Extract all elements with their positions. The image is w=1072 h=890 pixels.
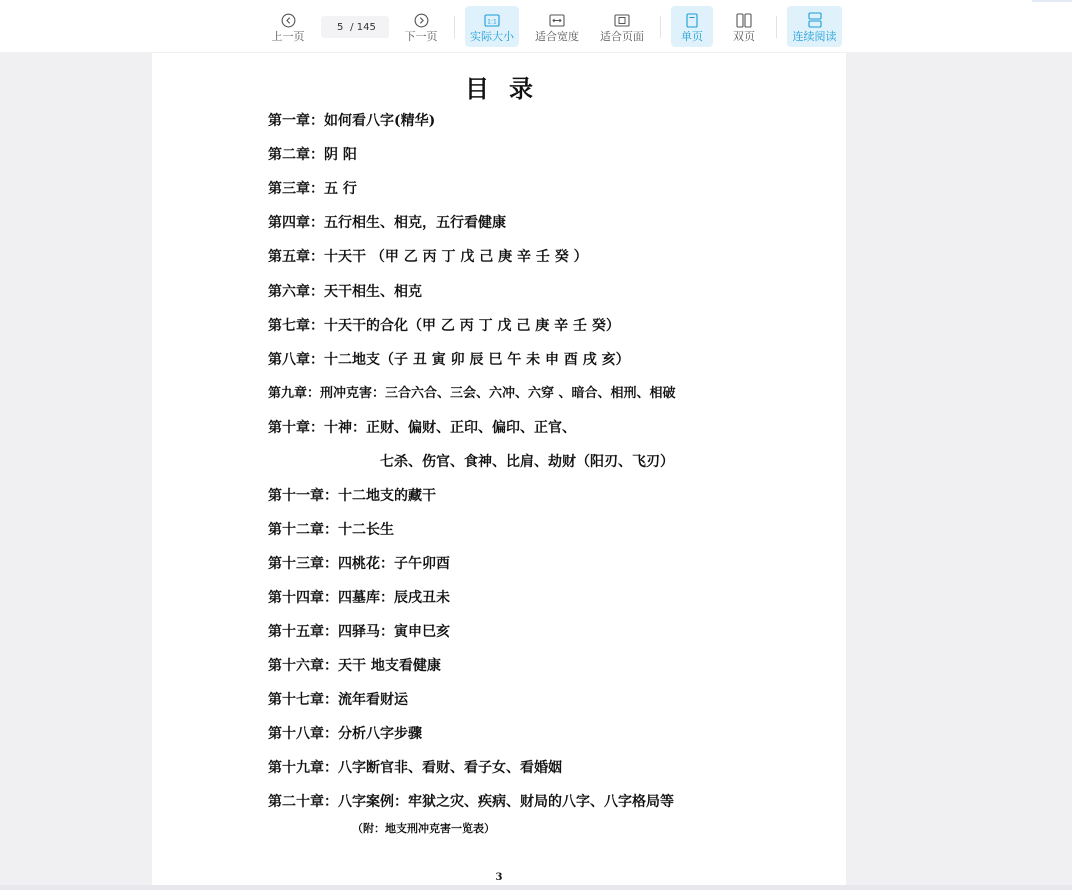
- toc-text: 十天干 （甲 乙 丙 丁 戊 己 庚 辛 壬 癸 ）: [324, 249, 588, 265]
- toc-text: 四墓库：辰戌丑未: [338, 590, 450, 606]
- toc-text: 四驿马：寅申巳亥: [338, 624, 450, 640]
- toc-text: 十二地支的藏干: [338, 488, 436, 504]
- toc-text: 阴 阳: [324, 147, 357, 163]
- toc-chapter: 第十四章：: [268, 590, 338, 606]
- toc-entry-1: [268, 112, 435, 130]
- prev-page-label: 上一页: [271, 30, 305, 43]
- toc-entry-15: [268, 623, 450, 641]
- toc-chapter: 第十三章：: [268, 556, 338, 572]
- toc-entry-16: [268, 657, 441, 675]
- toc-entry-7: [268, 317, 620, 335]
- toc-entry-8: [268, 351, 630, 369]
- toc-entry-3: [268, 180, 357, 198]
- toc-chapter: 第三章：: [268, 181, 324, 197]
- prev-page-button[interactable]: [266, 6, 310, 47]
- continuous-scroll-icon: [807, 12, 823, 28]
- actual-size-button[interactable]: [465, 6, 519, 47]
- svg-text:1:1: 1:1: [487, 17, 497, 25]
- toc-entry-13: [268, 555, 450, 573]
- fit-page-button[interactable]: [595, 6, 649, 47]
- toc-text: 五 行: [324, 181, 357, 197]
- toc-text: 天干相生、相克: [324, 284, 422, 300]
- actual-size-label: 实际大小: [470, 30, 514, 43]
- document-page: [152, 53, 846, 890]
- toc-chapter: 第九章：: [268, 386, 321, 401]
- toc-text: 四桃花：子午卯酉: [338, 556, 450, 572]
- fit-page-label: 适合页面: [600, 30, 644, 43]
- toc-entry-18: [268, 725, 422, 743]
- toc-entry-5: [268, 248, 588, 266]
- chevron-right-circle-icon: [413, 12, 429, 28]
- toc-chapter: 第十七章：: [268, 692, 338, 708]
- toc-chapter: 第七章：: [268, 318, 324, 334]
- toc-entry-12: [268, 521, 394, 539]
- toc-entry-6: [268, 283, 422, 301]
- toc-entry-11: [268, 487, 436, 505]
- appendix-note: （附：地支刑冲克害一览表）: [352, 822, 495, 835]
- toc-chapter: 第十章：: [268, 420, 324, 436]
- toc-text: 十神：正财、偏财、正印、偏印、正官、: [324, 420, 576, 436]
- continuous-reading-label: 连续阅读: [792, 30, 837, 43]
- toc-chapter: 第二章：: [268, 147, 324, 163]
- toc-entry-14: [268, 589, 450, 607]
- next-page-button[interactable]: [399, 6, 443, 47]
- toc-text: 流年看财运: [338, 692, 408, 708]
- toc-chapter: 第六章：: [268, 284, 324, 300]
- toc-entry-4: [268, 214, 506, 232]
- toc-entry-19: [268, 759, 562, 777]
- toolbar-divider: [776, 16, 777, 38]
- double-page-icon: [736, 12, 752, 28]
- toc-entry-17: [268, 691, 408, 709]
- toc-chapter: 第十一章：: [268, 488, 338, 504]
- toolbar-divider: [454, 16, 455, 38]
- toc-chapter: 第二十章：: [268, 794, 338, 810]
- toc-entry-2: [268, 146, 357, 164]
- actual-size-icon: [484, 12, 500, 28]
- toc-text: 天干 地支看健康: [338, 658, 441, 674]
- toc-text: 五行相生、相克，五行看健康: [324, 215, 506, 231]
- chevron-left-circle-icon: [280, 12, 296, 28]
- toc-text: 八字案例：牢狱之灾、疾病、财局的八字、八字格局等: [338, 794, 674, 810]
- toc-chapter: 第四章：: [268, 215, 324, 231]
- viewer-toolbar: [0, 0, 1072, 52]
- toc-text: 十二地支（子 丑 寅 卯 辰 巳 午 未 申 酉 戌 亥）: [324, 352, 630, 368]
- double-page-label: 双页: [733, 30, 755, 43]
- toc-chapter: 第五章：: [268, 249, 324, 265]
- page-title: 目录: [465, 74, 553, 103]
- toc-chapter: 第十八章：: [268, 726, 338, 742]
- toc-text: 刑冲克害：三合六合、三会、六冲、六穿 、暗合、相刑、相破: [320, 386, 676, 401]
- toc-entry-9: [268, 385, 676, 403]
- toc-chapter: 第八章：: [268, 352, 324, 368]
- next-page-label: 下一页: [404, 30, 438, 43]
- toc-text: 分析八字步骤: [338, 726, 422, 742]
- toc-chapter: 第十二章：: [268, 522, 338, 538]
- double-page-button[interactable]: [723, 6, 765, 47]
- fit-page-icon: [614, 12, 630, 28]
- single-page-button[interactable]: [671, 6, 713, 47]
- toc-entry-10: [268, 419, 576, 437]
- toc-text: 如何看八字(精华): [324, 113, 436, 129]
- bottom-scroll-area: [0, 885, 1072, 890]
- single-page-icon: [684, 12, 700, 28]
- page-indicator: [321, 16, 389, 38]
- page-number: 3: [495, 872, 503, 883]
- toc-entry-20: [268, 793, 674, 811]
- fit-width-button[interactable]: [530, 6, 584, 47]
- toolbar-divider: [660, 16, 661, 38]
- single-page-label: 单页: [681, 30, 703, 43]
- fit-width-icon: [549, 12, 565, 28]
- total-pages: / 145: [350, 21, 376, 33]
- toc-chapter: 第十九章：: [268, 760, 338, 776]
- toc-entry-10-continuation: 七杀、伤官、食神、比肩、劫财（阳刃、飞刃）: [380, 454, 674, 470]
- toc-chapter: 第十五章：: [268, 624, 338, 640]
- fit-width-label: 适合宽度: [535, 30, 579, 43]
- toc-text: 八字断官非、看财、看子女、看婚姻: [338, 760, 562, 776]
- continuous-reading-button[interactable]: [787, 6, 842, 47]
- corner-accent: [1032, 0, 1072, 2]
- toc-chapter: 第十六章：: [268, 658, 338, 674]
- current-page-input[interactable]: [334, 22, 346, 33]
- toc-chapter: 第一章：: [268, 113, 324, 129]
- toc-text: 十二长生: [338, 522, 394, 538]
- toc-text: 十天干的合化（甲 乙 丙 丁 戊 己 庚 辛 壬 癸）: [324, 318, 620, 334]
